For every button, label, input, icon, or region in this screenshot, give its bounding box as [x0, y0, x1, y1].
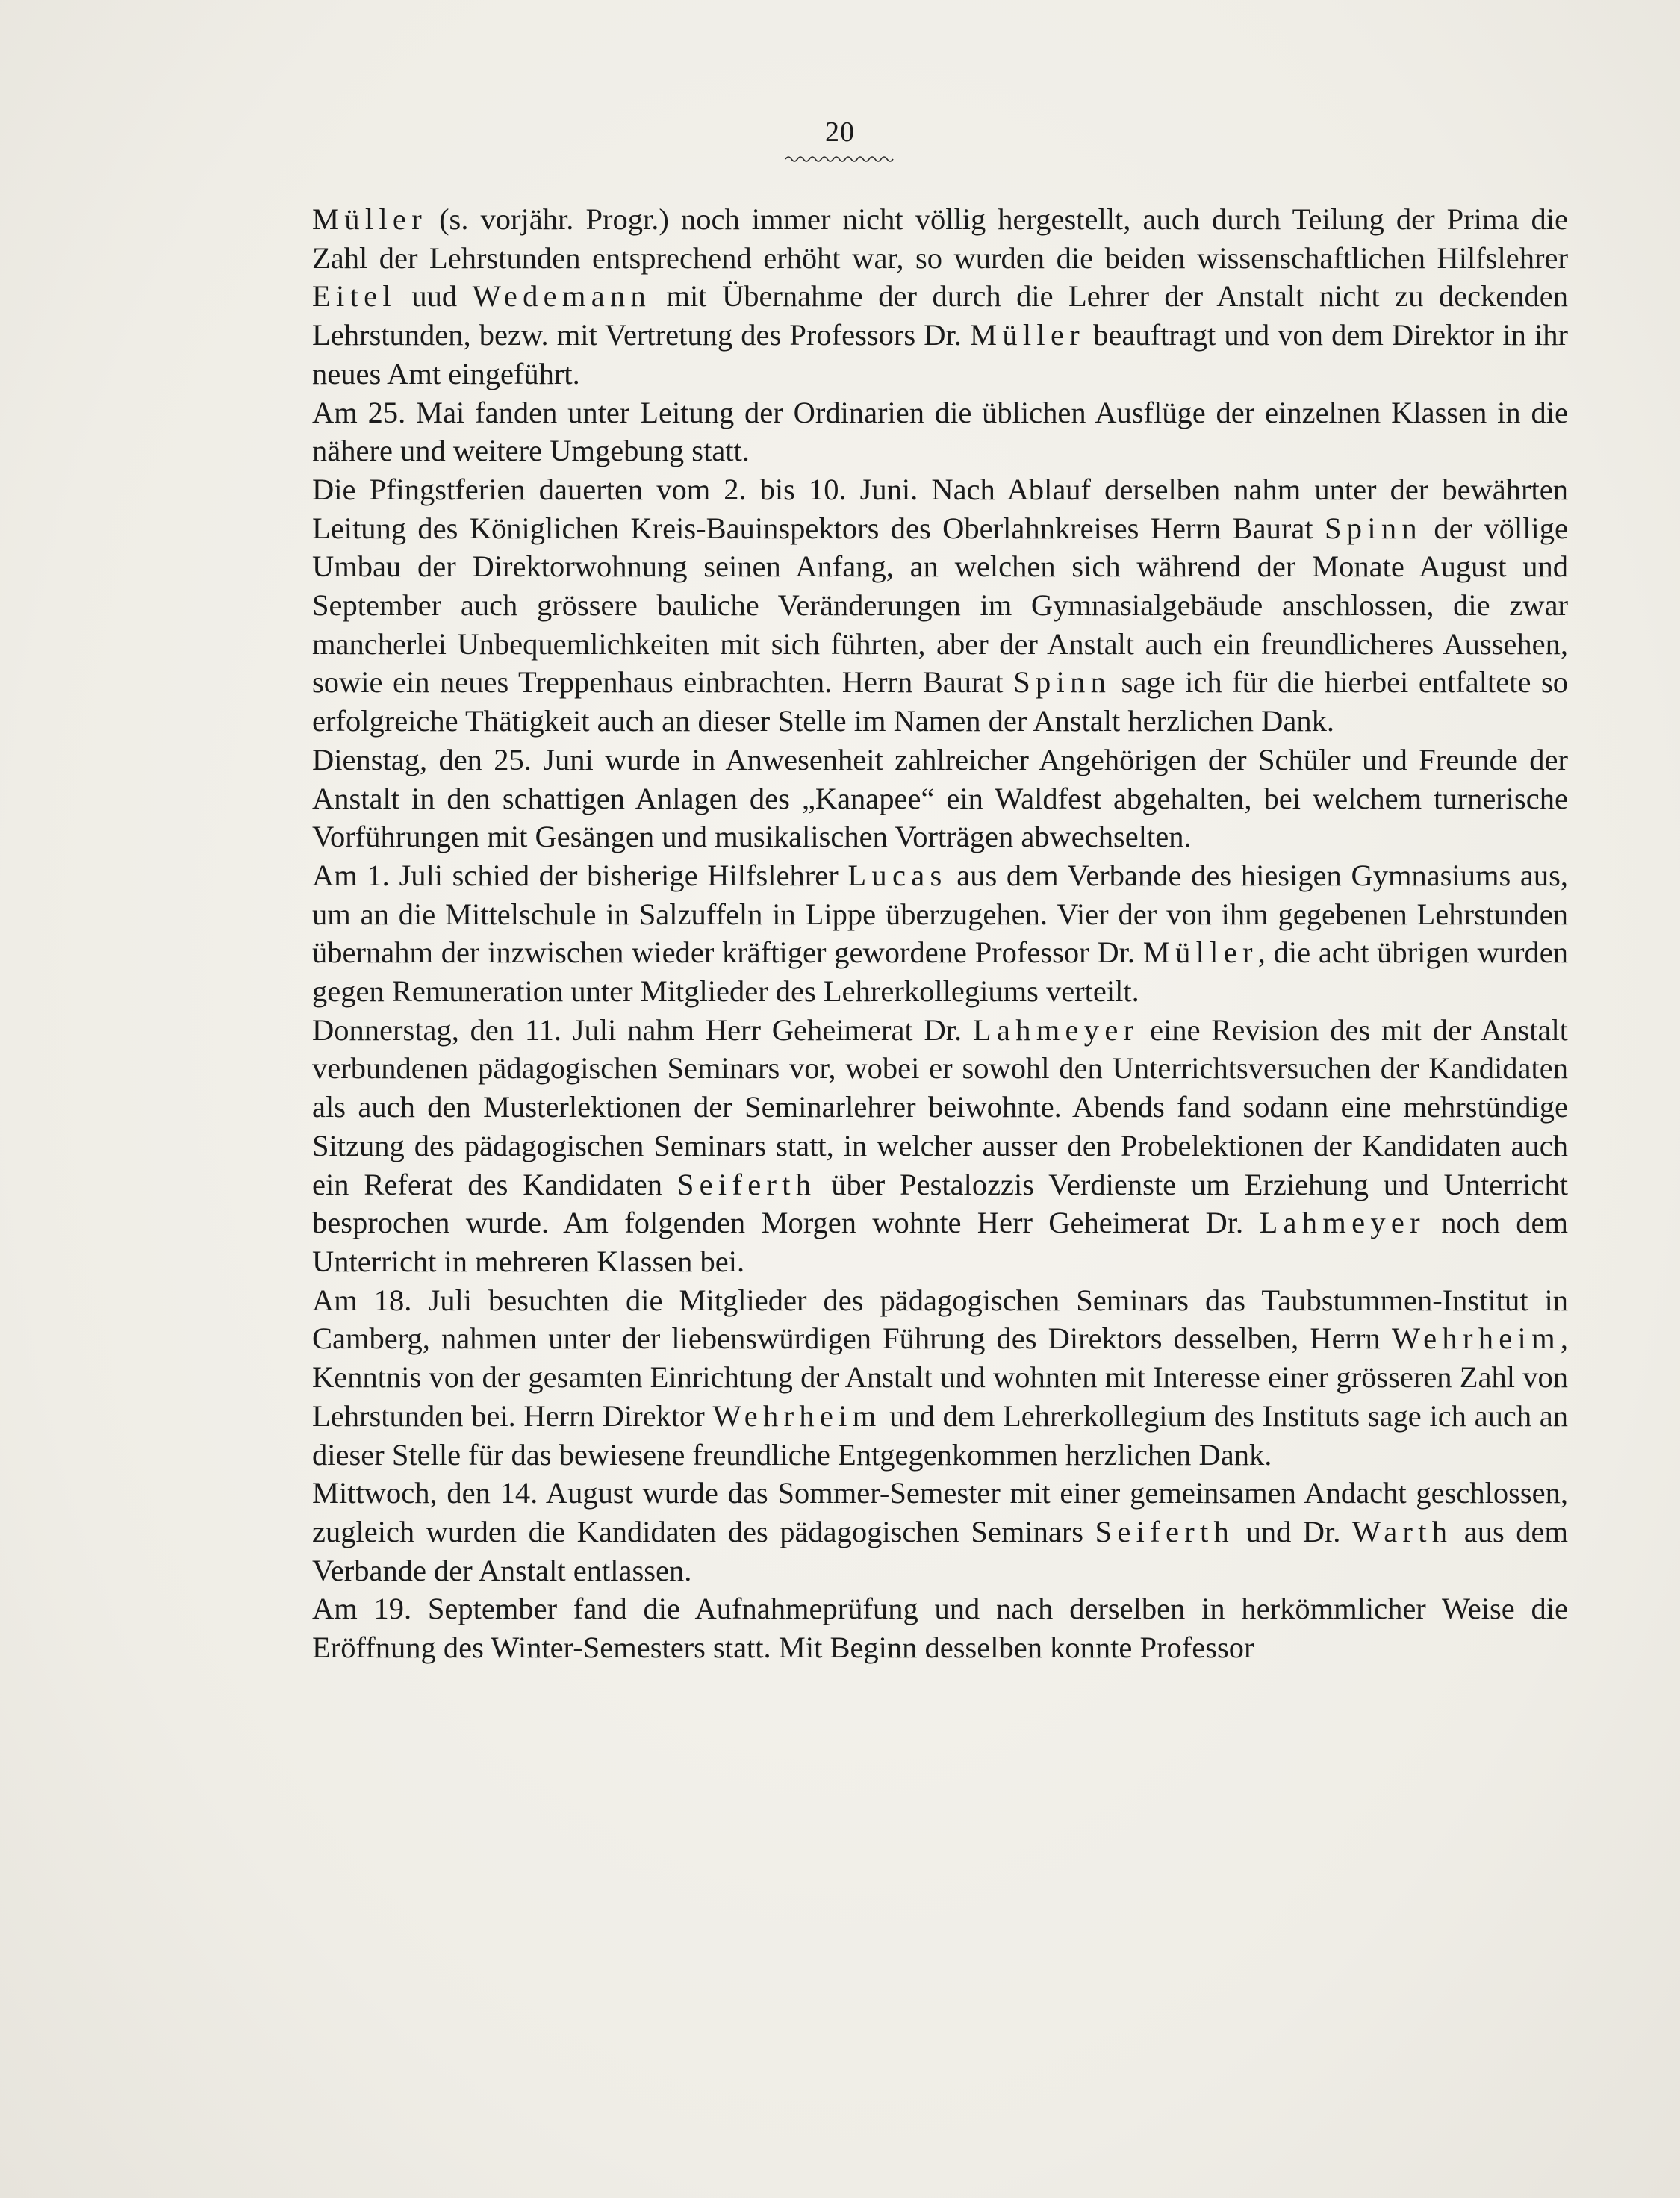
- spaced-name: Lahmeyer: [1259, 1206, 1425, 1240]
- spaced-name: Lucas: [847, 858, 948, 892]
- paragraph: [312, 856, 1568, 1011]
- text-run: , Kenntnis von der gesamten Einrichtung der Anstalt und wohnten mit Interesse einer grösseren Zahl von Lehrstunden bei. Herrn Direktor: [312, 1321, 1568, 1433]
- spaced-name: Lahmeyer: [972, 1012, 1139, 1047]
- body-text: [312, 200, 1568, 1667]
- text-run: und dem Lehrerkollegium des Instituts sage ich auch an dieser Stelle für das bewiesene freundliche Entgegenkommen herzlichen Dank.: [312, 1398, 1568, 1472]
- spaced-name: Müller: [312, 202, 427, 236]
- spaced-name: Müller: [970, 318, 1085, 352]
- spaced-name: Wehrheim: [712, 1398, 882, 1433]
- text-run: Mittwoch, den 14. August wurde das Sommer-Semester mit einer gemeinsamen Andacht geschlossen, zugleich wurden die Kandidaten des pädagogischen Seminars: [312, 1476, 1568, 1548]
- spaced-name: Seiferth: [676, 1167, 817, 1201]
- text-run: aus dem Verbande des hiesigen Gymnasiums aus, um an die Mittelschule in Salzuffeln in Lippe überzugehen. Vier der von ihm gegebenen Lehrstunden übernahm der inzwischen wieder kräftiger gewordene Professor Dr.: [312, 858, 1568, 970]
- text-run: über Pestalozzis Verdienste um Erziehung und Unterricht besprochen wurde. Am folgenden Morgen wohnte Herr Geheimerat Dr.: [312, 1167, 1568, 1240]
- wavy-rule-ornament: [784, 154, 896, 164]
- spaced-name: Müller: [1142, 935, 1258, 970]
- spaced-name: Wedemann: [472, 279, 652, 314]
- paragraph: [312, 1590, 1568, 1666]
- spaced-name: Spinn: [1013, 665, 1112, 700]
- paragraph: [312, 741, 1568, 856]
- text-run: uud: [396, 279, 473, 314]
- spaced-name: Spinn: [1324, 511, 1422, 545]
- text-run: sage ich für die hierbei entfaltete so erfolgreiche Thätigkeit auch an dieser Stelle im Namen der Anstalt herzlichen Dank.: [312, 665, 1568, 738]
- text-run: Am 19. September fand die Aufnahmeprüfung und nach derselben in herkömmlicher Weise die Eröffnung des Winter-Semesters statt. Mit Beginn desselben konnte Professor: [312, 1592, 1568, 1665]
- paragraph: [312, 1281, 1568, 1475]
- text-run: Am 18. Juli besuchten die Mitglieder des pädagogischen Seminars das Taubstummen-Institut in Camberg, nahmen unter der liebenswürdigen Führung des Direktors desselben, Herrn: [312, 1283, 1568, 1356]
- paragraph: [312, 1011, 1568, 1281]
- text-run: eine Revision des mit der Anstalt verbundenen pädagogischen Seminars vor, wobei er sowohl den Unterrichtsversuchen der Kandidaten als auch den Musterlektionen der Seminarlehrer beiwohnte. Abends fand sodann eine mehrstündige Sitzung des pädagogischen Seminars statt, in welcher ausser den Probelektionen der Kandidaten auch ein Referat des Kandidaten: [312, 1012, 1569, 1201]
- paragraph: [312, 470, 1568, 741]
- text-run: Am 1. Juli schied der bisherige Hilfslehrer: [312, 858, 848, 892]
- page-header: [0, 118, 1680, 164]
- page-number: 20: [825, 116, 855, 148]
- text-run: Donnerstag, den 11. Juli nahm Herr Geheimerat Dr.: [312, 1012, 973, 1047]
- paragraph: [312, 200, 1568, 393]
- text-run: beauftragt und von dem Direktor in ihr neues Amt eingeführt.: [312, 318, 1568, 390]
- text-run: , die acht übrigen wurden gegen Remuneration unter Mitglieder des Lehrerkollegiums verteilt.: [312, 935, 1569, 1009]
- text-run: aus dem Verbande der Anstalt entlassen.: [312, 1514, 1569, 1587]
- text-run: mit Übernahme der durch die Lehrer der Anstalt nicht zu deckenden Lehrstunden, bezw. mit Vertretung des Professors Dr.: [312, 279, 1568, 352]
- text-run: noch dem Unterricht in mehreren Klassen bei.: [312, 1206, 1568, 1278]
- text-run: der völlige Umbau der Direktorwohnung seinen Anfang, an welchen sich während der Monate August und September auch grössere bauliche Veränderungen im Gymnasialgebäude anschlossen, die zwar mancherlei Unbequemlichkeiten mit sich führten, aber der Anstalt auch ein freundlicheres Aussehen, sowie ein neues Treppenhaus einbrachten. Herrn Baurat: [312, 511, 1568, 700]
- text-run: Dienstag, den 25. Juni wurde in Anwesenheit zahlreicher Angehörigen der Schüler und Freunde der Anstalt in den schattigen Anlagen des „Kanapee“ ein Waldfest abgehalten, bei welchem turnerische Vorführungen mit Gesängen und musikalischen Vorträgen abwechselten.: [312, 742, 1568, 854]
- paragraph: [312, 1474, 1568, 1590]
- paragraph: [312, 393, 1568, 470]
- text-run: (s. vorjähr. Progr.) noch immer nicht völlig hergestellt, auch durch Teilung der Prima die Zahl der Lehrstunden entsprechend erhöht war, so wurden die beiden wissenschaftlichen Hilfslehrer: [312, 202, 1568, 275]
- spaced-name: Eitel: [312, 279, 396, 314]
- spaced-name: Wehrheim: [1391, 1321, 1561, 1356]
- text-run: und Dr.: [1234, 1514, 1352, 1548]
- spaced-name: Seiferth: [1095, 1514, 1235, 1548]
- text-run: Die Pfingstferien dauerten vom 2. bis 10. Juni. Nach Ablauf derselben nahm unter der bewährten Leitung des Königlichen Kreis-Bauinspektors des Oberlahnkreises Herrn Baurat: [312, 472, 1568, 545]
- spaced-name: Warth: [1351, 1514, 1453, 1548]
- text-run: Am 25. Mai fanden unter Leitung der Ordinarien die üblichen Ausflüge der einzelnen Klassen in die nähere und weitere Umgebung statt.: [312, 395, 1568, 468]
